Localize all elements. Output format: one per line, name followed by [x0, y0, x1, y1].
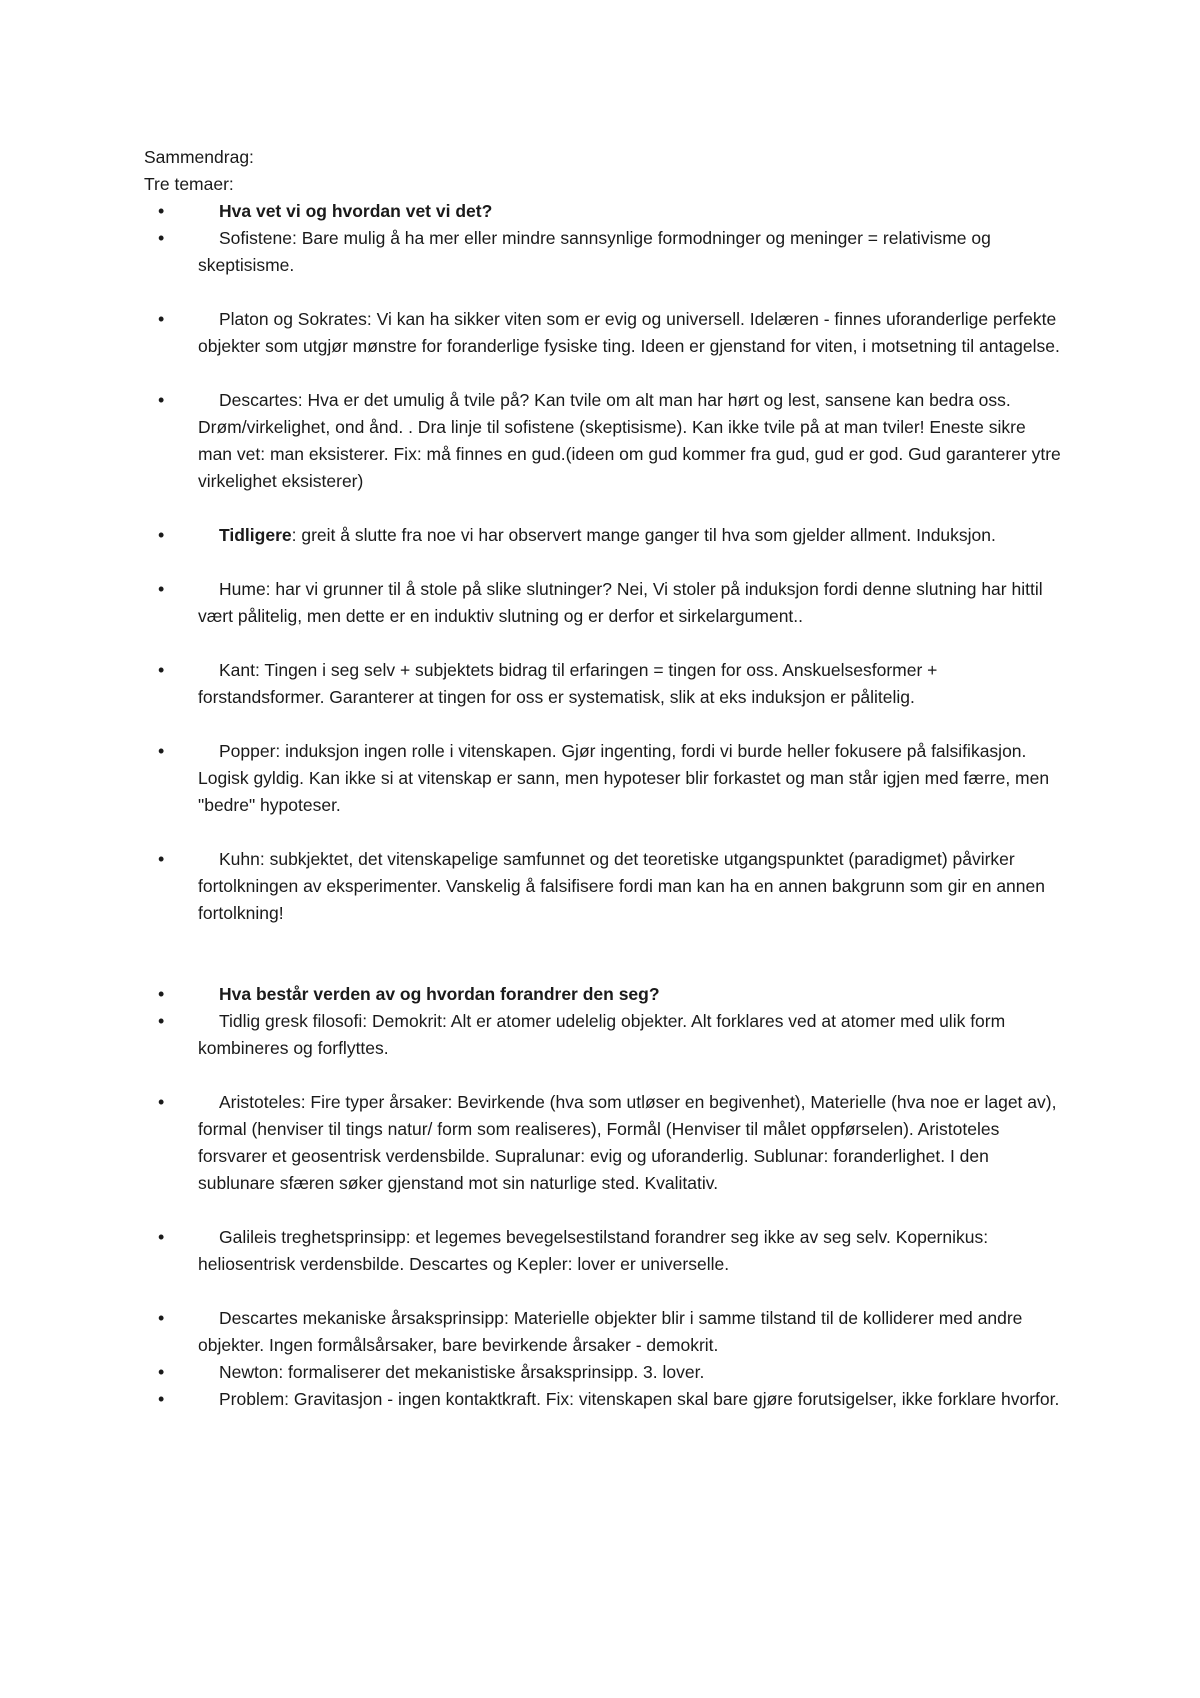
- list-item: [144, 1359, 1064, 1386]
- bullet-icon: •: [158, 201, 165, 221]
- list-item-text: Kuhn: subkjektet, det vitenskapelige samfunnet og det teoretiske utgangspunktet (paradigmet) påvirker fortolkningen av eksperimenter. Vanskelig å falsifisere fordi man kan ha en annen bakgrunn som gir en annen fortolkning!: [198, 849, 1045, 923]
- bullet-icon: •: [158, 1362, 165, 1382]
- bullet-icon: •: [158, 741, 165, 761]
- list-item-text: Platon og Sokrates: Vi kan ha sikker viten som er evig og universell. Idelæren - finnes uforanderlige perfekte objekter som utgjør mønstre for foranderlige fysiske ting. Ideen er gjenstand for viten, i motsetning til antagelse.: [198, 309, 1060, 356]
- list-item-text: Descartes mekaniske årsaksprinsipp: Materielle objekter blir i samme tilstand til de kolliderer med andre objekter. Ingen formålsårsaker, bare bevirkende årsaker - demokrit.: [198, 1308, 1023, 1355]
- list-item-text: Aristoteles: Fire typer årsaker: Bevirkende (hva som utløser en begivenhet), Materielle (hva noe er laget av), formal (henviser til tings natur/ form som realiseres), Formål (Henviser til målet oppførselen). Aristoteles forsvarer et geosentrisk verdensbilde. Supralunar: evig og uforanderlig. Sublunar: foranderlighet. I den sublunare sfæren søker gjenstand mot sin naturlige sted. Kvalitativ.: [198, 1092, 1057, 1193]
- bullet-icon: •: [158, 309, 165, 329]
- list-item: [144, 1224, 1064, 1278]
- list-item: [144, 657, 1064, 711]
- bullet-icon: •: [158, 1092, 165, 1112]
- bullet-icon: •: [158, 1011, 165, 1031]
- list-item-text: Galileis treghetsprinsipp: et legemes bevegelsestilstand forandrer seg ikke av seg selv. Kopernikus: heliosentrisk verdensbilde. Descartes og Kepler: lover er universelle.: [198, 1227, 989, 1274]
- list-item: [144, 576, 1064, 630]
- list-item: [144, 306, 1064, 360]
- list-item: [144, 981, 1064, 1008]
- list-item: [144, 522, 1064, 549]
- bullet-icon: •: [158, 660, 165, 680]
- list-item-text: Newton: formaliserer det mekanistiske årsaksprinsipp. 3. lover.: [219, 1362, 705, 1382]
- list-item: [144, 1386, 1064, 1413]
- list-item-text: Descartes: Hva er det umulig å tvile på? Kan tvile om alt man har hørt og lest, sansene kan bedra oss. Drøm/virkelighet, ond ånd. . Dra linje til sofistene (skeptisisme). Kan ikke tvile på at man tviler! Eneste sikre man vet: man eksisterer. Fix: må finnes en gud.(ideen om gud kommer fra gud, gud er god. Gud garanterer ytre virkelighet eksisterer): [198, 390, 1061, 491]
- list-item-text: Popper: induksjon ingen rolle i vitenskapen. Gjør ingenting, fordi vi burde heller fokusere på falsifikasjon. Logisk gyldig. Kan ikke si at vitenskap er sann, men hypoteser blir forkastet og man står igjen med færre, men "bedre" hypoteser.: [198, 741, 1050, 815]
- bullet-icon: •: [158, 390, 165, 410]
- document-page: [144, 144, 1064, 1413]
- bullet-icon: •: [158, 525, 165, 545]
- document-heading: Sammendrag:: [144, 147, 254, 167]
- list-item: [144, 1008, 1064, 1062]
- list-item-text: : greit å slutte fra noe vi har observert mange ganger til hva som gjelder allment. Induksjon.: [291, 525, 996, 545]
- summary-list: [144, 198, 1064, 1413]
- list-item-text: Tidlig gresk filosofi: Demokrit: Alt er atomer udelelig objekter. Alt forklares ved at atomer med ulik form kombineres og forflyttes.: [198, 1011, 1006, 1058]
- list-item-text: Problem: Gravitasjon - ingen kontaktkraft. Fix: vitenskapen skal bare gjøre forutsigelser, ikke forklare hvorfor.: [219, 1389, 1060, 1409]
- topic-heading-knowledge: Hva vet vi og hvordan vet vi det?: [219, 201, 493, 221]
- list-item-lead: Tidligere: [219, 525, 292, 545]
- topic-heading-world: Hva består verden av og hvordan forandrer den seg?: [219, 984, 660, 1004]
- list-item: [144, 738, 1064, 819]
- list-item: [144, 846, 1064, 927]
- list-item: [144, 225, 1064, 279]
- document-subheading: Tre temaer:: [144, 174, 234, 194]
- bullet-icon: •: [158, 1227, 165, 1247]
- bullet-icon: •: [158, 984, 165, 1004]
- list-item: [144, 1305, 1064, 1359]
- bullet-icon: •: [158, 1389, 165, 1409]
- bullet-icon: •: [158, 579, 165, 599]
- list-item-text: Hume: har vi grunner til å stole på slike slutninger? Nei, Vi stoler på induksjon fordi denne slutning har hittil vært pålitelig, men dette er en induktiv slutning og er derfor et sirkelargument..: [198, 579, 1043, 626]
- list-item: [144, 1089, 1064, 1197]
- bullet-icon: •: [158, 849, 165, 869]
- list-item-text: Kant: Tingen i seg selv + subjektets bidrag til erfaringen = tingen for oss. Anskuelsesformer + forstandsformer. Garanterer at tingen for oss er systematisk, slik at eks induksjon er pålitelig.: [198, 660, 938, 707]
- bullet-icon: •: [158, 228, 165, 248]
- list-item: [144, 198, 1064, 225]
- bullet-icon: •: [158, 1308, 165, 1328]
- list-item-text: Sofistene: Bare mulig å ha mer eller mindre sannsynlige formodninger og meninger = relativisme og skeptisisme.: [198, 228, 991, 275]
- list-item: [144, 387, 1064, 495]
